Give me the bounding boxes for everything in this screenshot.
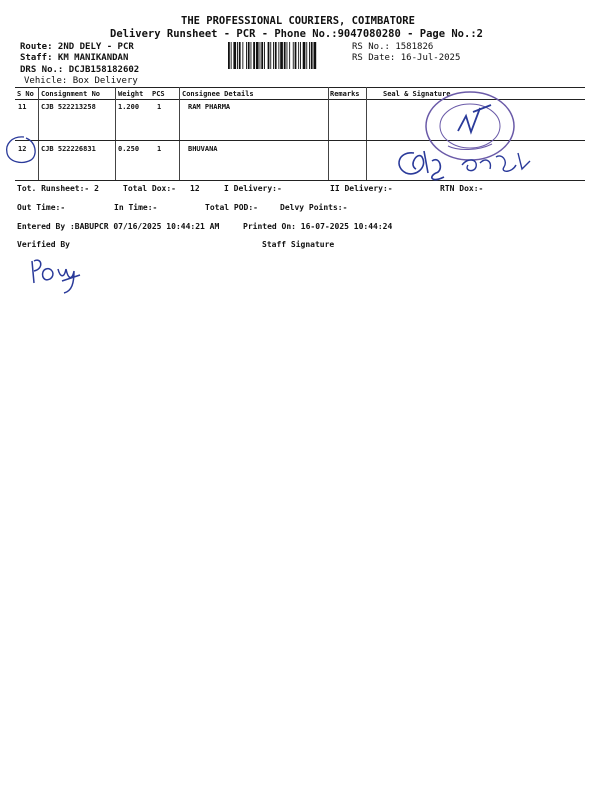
- out-time: Out Time:-: [17, 203, 66, 212]
- total-dox-label: Total Dox:-: [123, 184, 176, 193]
- in-time: In Time:-: [114, 203, 158, 212]
- col-seal-signature: Seal & Signature: [383, 90, 451, 98]
- col-consignee: Consignee Details: [182, 90, 254, 98]
- drs-number: DRS No.: DCJB158182602: [20, 65, 140, 75]
- runsheet-subtitle: Delivery Runsheet - PCR - Phone No.:9047080280 - Page No.:2: [110, 28, 483, 40]
- row-weight: 1.200: [118, 103, 140, 111]
- col-divider: [366, 87, 367, 180]
- company-name: THE PROFESSIONAL COURIERS, COIMBATORE: [181, 15, 415, 27]
- row-consignee: RAM PHARMA: [188, 103, 231, 111]
- row-pcs: 1: [157, 145, 162, 153]
- row-consignment: CJB 522226831: [41, 145, 96, 153]
- row-sno: 12: [18, 145, 27, 153]
- staff-signature-label: Staff Signature: [262, 240, 335, 249]
- route-text: Route: 2ND DELY - PCR: [20, 42, 134, 52]
- row-consignment: CJB 522213258: [41, 103, 96, 111]
- staff-text: Staff: KM MANIKANDAN: [20, 53, 129, 63]
- row-pcs: 1: [157, 103, 162, 111]
- verified-by: Verified By: [17, 240, 70, 249]
- col-consignment: Consignment No: [41, 90, 101, 98]
- col-divider: [38, 87, 39, 180]
- delvy-points: Delvy Points:-: [280, 203, 348, 212]
- col-divider: [179, 87, 180, 180]
- entered-by: Entered By :BABUPCR 07/16/2025 10:44:21 AM: [17, 222, 220, 231]
- total-dox-value: 12: [190, 184, 200, 193]
- col-remarks: Remarks: [330, 90, 360, 98]
- col-divider: [115, 87, 116, 180]
- row-consignee: BHUVANA: [188, 145, 218, 153]
- rs-date: RS Date: 16-Jul-2025: [352, 53, 461, 63]
- total-pod: Total POD:-: [205, 203, 258, 212]
- consignee-signature: [392, 143, 552, 185]
- rtn-dox: RTN Dox:-: [440, 184, 484, 193]
- verifier-signature: [28, 255, 88, 297]
- printed-on: Printed On: 16-07-2025 10:44:24: [243, 222, 393, 231]
- handwritten-circle-mark: [4, 134, 38, 166]
- rs-number: RS No.: 1581826: [352, 42, 434, 52]
- col-sno: S No: [17, 90, 34, 98]
- col-weight: Weight: [118, 90, 144, 98]
- ii-delivery: II Delivery:-: [330, 184, 393, 193]
- col-pcs: PCS: [152, 90, 165, 98]
- barcode: [228, 42, 342, 69]
- row-sno: 11: [18, 103, 27, 111]
- i-delivery: I Delivery:-: [224, 184, 282, 193]
- col-divider: [328, 87, 329, 180]
- row-weight: 0.250: [118, 145, 140, 153]
- tot-runsheet: Tot. Runsheet:- 2: [17, 184, 99, 193]
- vehicle-text: Vehicle: Box Delivery: [24, 76, 138, 86]
